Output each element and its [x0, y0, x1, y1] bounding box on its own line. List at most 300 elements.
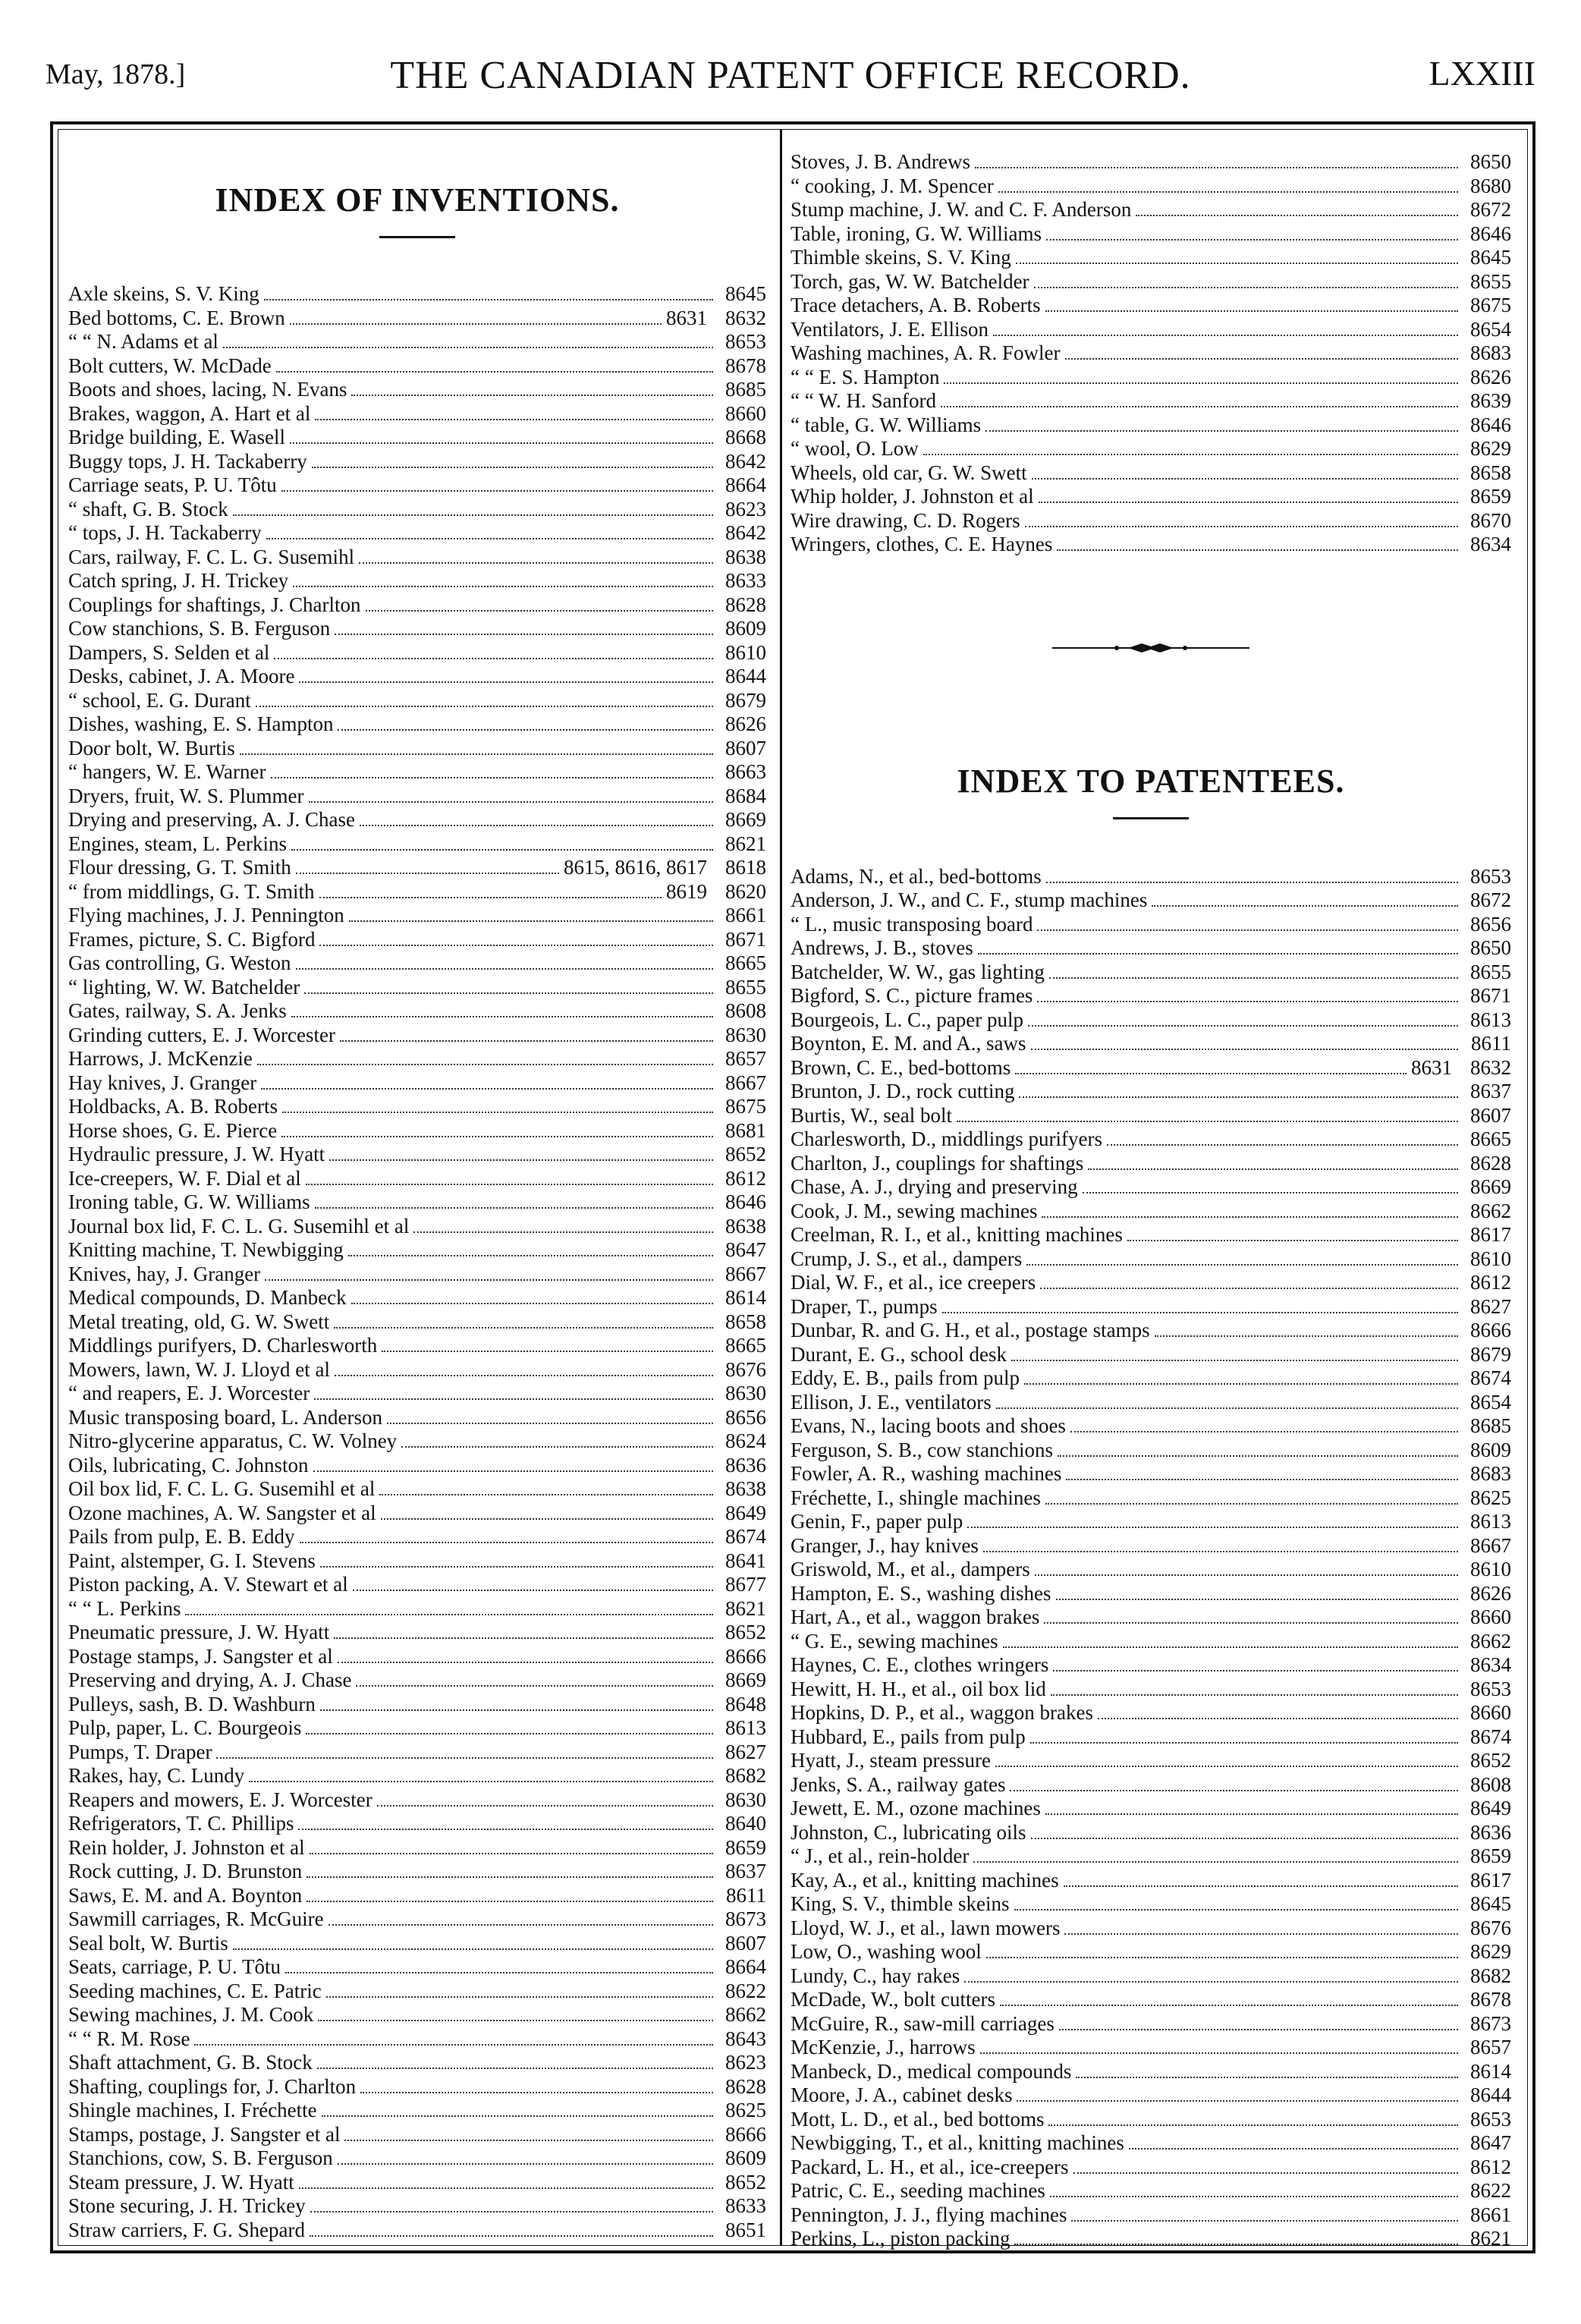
patent-number: 8622 — [725, 1979, 766, 2002]
dot-leader — [1028, 1025, 1458, 1027]
index-entry-text: Bolt cutters, W. McDade — [68, 354, 272, 377]
patent-number: 8662 — [725, 2003, 766, 2026]
patentee-index-row — [790, 1271, 1511, 1295]
index-entry-text: Bigford, S. C., picture frames — [790, 984, 1033, 1007]
index-entry-text: “ tops, J. H. Tackaberry — [68, 521, 262, 544]
dot-leader — [233, 1948, 713, 1950]
invention-index-row — [68, 1764, 766, 1788]
invention-index-row — [68, 1047, 766, 1071]
dot-leader — [291, 1016, 713, 1017]
index-entry-text: McDade, W., bolt cutters — [790, 1988, 995, 2011]
index-entry-text: Rein holder, J. Johnston et al — [68, 1835, 305, 1859]
patent-number: 8654 — [1470, 317, 1511, 341]
index-entry-text: Whip holder, J. Johnston et al — [790, 485, 1034, 508]
patent-number: 8640 — [725, 1812, 766, 1835]
dot-leader — [1031, 1049, 1459, 1050]
patent-number: 8642 — [725, 521, 766, 544]
patent-number: 8655 — [1470, 960, 1511, 983]
patent-number: 8666 — [725, 1644, 766, 1668]
dot-leader — [978, 953, 1458, 954]
index-entry-text: Desks, cabinet, J. A. Moore — [68, 665, 295, 687]
index-entry-text: Boots and shoes, lacing, N. Evans — [68, 378, 347, 401]
patent-number: 8647 — [725, 1238, 766, 1261]
dot-leader — [296, 968, 713, 970]
dot-leader — [233, 514, 713, 516]
index-entry-text: Harrows, J. McKenzie — [68, 1047, 253, 1070]
dot-leader — [240, 753, 713, 755]
inventions-list — [68, 282, 766, 2242]
dot-leader — [1032, 478, 1458, 480]
patentee-index-row — [790, 2156, 1511, 2180]
dot-leader — [304, 992, 713, 994]
dot-leader — [1088, 1168, 1458, 1170]
invention-index-row — [68, 1932, 766, 1956]
patent-number: 8652 — [1470, 1749, 1511, 1772]
dot-leader — [296, 873, 559, 874]
patent-number: 8655 — [725, 975, 766, 998]
dot-leader — [274, 658, 713, 659]
dot-leader — [1058, 1455, 1458, 1457]
invention-index-row — [68, 1812, 766, 1836]
invention-index-row — [68, 1382, 766, 1406]
patent-number: 8680 — [1470, 174, 1511, 197]
index-entry-text: Hay knives, J. Granger — [68, 1071, 257, 1094]
dot-leader — [1152, 905, 1458, 907]
dot-leader — [356, 1685, 713, 1687]
index-entry-text: Dunbar, R. and G. H., et al., postage stamps — [790, 1319, 1150, 1341]
patent-number: 8608 — [725, 999, 766, 1022]
publication-title: THE CANADIAN PATENT OFFICE RECORD. — [390, 54, 1191, 97]
patent-number: 8618 — [725, 856, 766, 879]
index-entry-text: Straw carriers, F. G. Shepard — [68, 2218, 306, 2241]
index-entry-text: Oils, lubricating, C. Johnston — [68, 1453, 309, 1476]
patent-number: 8676 — [725, 1357, 766, 1381]
invention-index-row — [68, 904, 766, 928]
dot-leader — [264, 299, 713, 300]
dot-leader — [281, 1136, 713, 1137]
patent-number: 8629 — [1470, 437, 1511, 460]
patent-number: 8623 — [725, 2051, 766, 2074]
index-entry-text: Jewett, E. M., ozone machines — [790, 1797, 1041, 1819]
invention-index-row — [68, 1190, 766, 1215]
patent-number: 8678 — [725, 354, 766, 377]
patent-number: 8613 — [1470, 1008, 1511, 1031]
patentees-heading: INDEX TO PATENTEES. — [957, 762, 1345, 800]
additional-patent-numbers: 8615, 8616, 8617 — [564, 856, 707, 879]
patent-number: 8645 — [1470, 1892, 1511, 1915]
dot-leader — [340, 1040, 713, 1042]
patent-number: 8610 — [725, 640, 766, 664]
index-entry-text: Hart, A., et al., waggon brakes — [790, 1605, 1040, 1628]
dot-leader — [1066, 1479, 1458, 1480]
dot-leader — [335, 1375, 713, 1376]
dot-leader — [313, 1470, 714, 1472]
index-entry-text: McKenzie, J., harrows — [790, 2036, 976, 2058]
invention-index-row — [68, 1525, 766, 1549]
index-entry-text: Grinding cutters, E. J. Worcester — [68, 1023, 335, 1046]
index-entry-text: Bridge building, E. Wasell — [68, 426, 286, 448]
right-column — [790, 150, 1511, 2251]
index-entry-text: “ G. E., sewing machines — [790, 1629, 998, 1653]
patent-number: 8660 — [1470, 1605, 1511, 1628]
invention-index-row — [68, 1095, 766, 1119]
index-entry-text: Pennington, J. J., flying machines — [790, 2203, 1067, 2226]
patentee-index-row — [790, 936, 1511, 961]
patentee-index-row — [790, 1462, 1511, 1486]
invention-index-row — [68, 1621, 766, 1645]
dot-leader — [387, 1423, 713, 1424]
patent-number: 8653 — [1470, 1677, 1511, 1700]
dot-leader — [366, 610, 714, 612]
dot-leader — [310, 2235, 713, 2237]
patent-number: 8650 — [1470, 150, 1511, 173]
index-entry-text: “ L., music transposing board — [790, 912, 1033, 936]
patent-number: 8673 — [1470, 2011, 1511, 2035]
invention-index-row — [68, 378, 766, 402]
dot-leader — [266, 538, 713, 539]
invention-index-row — [68, 2099, 766, 2123]
invention-index-row — [68, 1502, 766, 1526]
dot-leader — [314, 1398, 713, 1400]
index-entry-text: Refrigerators, T. C. Phillips — [68, 1812, 294, 1835]
dot-leader — [1129, 2148, 1458, 2149]
index-entry-text: Eddy, E. B., pails from pulp — [790, 1366, 1020, 1389]
invention-index-row — [68, 1788, 766, 1813]
invention-index-row — [68, 1980, 766, 2004]
patent-number: 8673 — [725, 1907, 766, 1930]
dot-leader — [985, 430, 1458, 432]
index-entry-text: Gates, railway, S. A. Jenks — [68, 999, 287, 1022]
dot-leader — [1025, 526, 1458, 527]
index-entry-text: Preserving and drying, A. J. Chase — [68, 1668, 352, 1691]
index-entry-text: Knitting machine, T. Newbigging — [68, 1238, 344, 1261]
index-entry-text: Wheels, old car, G. W. Swett — [790, 461, 1027, 484]
index-entry-text: Rock cutting, J. D. Brunston — [68, 1860, 303, 1882]
index-entry-text: Mott, L. D., et al., bed bottoms — [790, 2107, 1045, 2131]
dot-leader — [322, 2115, 713, 2117]
patent-number: 8617 — [1470, 1223, 1511, 1246]
dot-leader — [319, 897, 662, 898]
dot-leader — [1031, 1838, 1459, 1839]
patent-number: 8634 — [1470, 1653, 1511, 1676]
patentee-index-row — [790, 1844, 1511, 1869]
patentee-index-row — [790, 2012, 1511, 2036]
index-entry-text: “ table, G. W. Williams — [790, 413, 982, 436]
patentee-index-row — [790, 1653, 1511, 1678]
index-entry-text: Flying machines, J. J. Pennington — [68, 904, 344, 926]
patent-number: 8609 — [725, 2146, 766, 2169]
invention-index-row — [68, 402, 766, 426]
dot-leader — [360, 2092, 713, 2093]
index-entry-text: Flour dressing, G. T. Smith — [68, 856, 291, 879]
invention-index-row — [68, 1573, 766, 1597]
invention-index-row — [790, 341, 1511, 366]
patentee-index-row — [790, 1032, 1511, 1056]
dot-leader — [300, 1542, 714, 1543]
patent-number: 8659 — [1470, 485, 1511, 508]
index-entry-text: Seal bolt, W. Burtis — [68, 1931, 228, 1954]
dot-leader — [377, 1805, 713, 1807]
patent-number: 8646 — [725, 1190, 766, 1213]
patent-number: 8675 — [725, 1095, 766, 1118]
patentee-index-row — [790, 1582, 1511, 1606]
index-entry-text: Hewitt, H. H., et al., oil box lid — [790, 1677, 1046, 1700]
dot-leader — [257, 1064, 713, 1065]
dot-leader — [1035, 1574, 1458, 1576]
invention-index-row — [68, 1477, 766, 1502]
inventions-column — [68, 150, 766, 2242]
dot-leader — [306, 1184, 713, 1185]
index-entry-text: Table, ironing, G. W. Williams — [790, 222, 1042, 245]
index-entry-text: Wire drawing, C. D. Rogers — [790, 508, 1020, 532]
dot-leader — [967, 1527, 1458, 1528]
index-entry-text: Stanchions, cow, S. B. Ferguson — [68, 2146, 333, 2169]
invention-index-row — [790, 294, 1511, 318]
patentee-index-row — [790, 2036, 1511, 2060]
patent-number: 8636 — [1470, 1820, 1511, 1844]
index-entry-text: Bourgeois, L. C., paper pulp — [790, 1008, 1023, 1031]
dot-leader — [923, 454, 1458, 455]
dot-leader — [1039, 502, 1458, 503]
index-entry-text: Creelman, R. I., et al., knitting machines — [790, 1223, 1123, 1246]
index-entry-text: Stoves, J. B. Andrews — [790, 150, 971, 173]
dot-leader — [348, 1255, 713, 1256]
index-entry-text: Metal treating, old, G. W. Swett — [68, 1310, 330, 1333]
index-entry-text: Brunton, J. D., rock cutting — [790, 1080, 1015, 1102]
index-entry-text: Lloyd, W. J., et al., lawn mowers — [790, 1916, 1061, 1939]
index-entry-text: Thimble skeins, S. V. King — [790, 246, 1011, 269]
index-entry-text: Manbeck, D., medical compounds — [790, 2059, 1072, 2083]
invention-index-row — [68, 1454, 766, 1478]
invention-index-row — [790, 389, 1511, 414]
patent-number: 8610 — [1470, 1247, 1511, 1270]
patent-number: 8648 — [725, 1692, 766, 1715]
patent-number: 8639 — [1470, 389, 1511, 412]
patent-number: 8607 — [725, 736, 766, 759]
index-entry-text: Fowler, A. R., washing machines — [790, 1462, 1062, 1485]
index-entry-text: Engines, steam, L. Perkins — [68, 832, 287, 855]
invention-index-row — [790, 246, 1511, 270]
dot-leader — [1014, 2244, 1458, 2245]
invention-index-row — [68, 1071, 766, 1096]
dot-leader — [261, 1088, 713, 1090]
index-entry-text: Evans, N., lacing boots and shoes — [790, 1414, 1066, 1437]
patent-number: 8623 — [725, 497, 766, 520]
additional-patent-numbers: 8631 — [1411, 1055, 1452, 1079]
dot-leader — [381, 1518, 713, 1520]
dot-leader — [335, 634, 713, 635]
invention-index-row — [68, 1955, 766, 1980]
index-entry-text: Wringers, clothes, C. E. Haynes — [790, 533, 1053, 555]
running-head — [46, 53, 1535, 99]
patentee-index-row — [790, 2083, 1511, 2108]
section-ornament — [1052, 640, 1249, 656]
patent-number: 8650 — [1470, 936, 1511, 959]
dot-leader — [944, 382, 1458, 384]
dot-leader — [310, 1853, 713, 1854]
dot-leader — [413, 1231, 713, 1233]
index-entry-text: Haynes, C. E., clothes wringers — [790, 1653, 1049, 1676]
index-entry-text: Seeding machines, C. E. Patric — [68, 1979, 322, 2002]
patent-number: 8609 — [1470, 1438, 1511, 1461]
patent-number: 8666 — [1470, 1319, 1511, 1341]
patent-number: 8630 — [725, 1023, 766, 1046]
patent-number: 8645 — [725, 282, 766, 305]
patentee-index-row — [790, 1605, 1511, 1630]
patentee-index-row — [790, 1940, 1511, 1964]
dot-leader — [1044, 1622, 1458, 1624]
invention-index-row — [790, 198, 1511, 222]
patent-number: 8662 — [1470, 1629, 1511, 1653]
patent-number: 8665 — [725, 1334, 766, 1357]
dot-leader — [1083, 1192, 1458, 1193]
patent-number: 8651 — [725, 2218, 766, 2241]
index-entry-text: Brown, C. E., bed-bottoms — [790, 1055, 1011, 1079]
patent-number: 8659 — [725, 1835, 766, 1859]
patent-number: 8674 — [1470, 1725, 1511, 1748]
invention-index-row — [790, 222, 1511, 247]
issue-date: May, 1878.] — [46, 58, 186, 90]
invention-index-row — [68, 282, 766, 307]
index-entry-text: “ cooking, J. M. Spencer — [790, 174, 994, 197]
patent-number: 8672 — [1470, 198, 1511, 221]
dot-leader — [1034, 287, 1458, 288]
patent-number: 8668 — [725, 426, 766, 448]
dot-leader — [1050, 2196, 1458, 2197]
patent-number: 8613 — [725, 1716, 766, 1739]
invention-index-row — [790, 437, 1511, 461]
dot-leader — [1053, 1670, 1458, 1671]
invention-index-row — [68, 307, 766, 331]
patent-number: 8669 — [725, 1668, 766, 1691]
dot-leader — [282, 1112, 713, 1113]
dot-leader — [317, 2068, 713, 2069]
patent-number: 8670 — [1470, 508, 1511, 532]
patent-number: 8611 — [1471, 1032, 1511, 1055]
patent-number: 8667 — [1470, 1533, 1511, 1557]
patent-number: 8643 — [725, 2027, 766, 2050]
invention-index-row — [68, 450, 766, 474]
patentee-index-row — [790, 1200, 1511, 1224]
patentees-list — [790, 865, 1511, 2251]
index-entry-text: Jenks, S. A., railway gates — [790, 1772, 1006, 1796]
invention-index-row — [68, 856, 766, 880]
dot-leader — [338, 729, 713, 731]
dot-leader — [996, 1407, 1458, 1409]
invention-index-row — [68, 498, 766, 522]
dot-leader — [271, 777, 714, 778]
dot-leader — [1048, 2124, 1458, 2126]
patent-number: 8617 — [1470, 1868, 1511, 1892]
dot-leader — [194, 2044, 713, 2046]
dot-leader — [1046, 882, 1458, 883]
patent-number: 8647 — [1470, 2131, 1511, 2154]
dot-leader — [975, 167, 1458, 168]
invention-index-row — [68, 546, 766, 570]
patent-number: 8672 — [1470, 888, 1511, 911]
index-entry-text: Frames, picture, S. C. Bigford — [68, 927, 316, 951]
index-entry-text: Horse shoes, G. E. Pierce — [68, 1118, 278, 1142]
dot-leader — [1003, 1646, 1458, 1648]
index-entry-text: Pulp, paper, L. C. Bourgeois — [68, 1716, 302, 1739]
index-entry-text: Hubbard, E., pails from pulp — [790, 1725, 1026, 1748]
patent-number: 8642 — [725, 449, 766, 473]
invention-index-row — [68, 569, 766, 593]
dot-leader — [320, 1709, 713, 1711]
patent-number: 8652 — [725, 1143, 766, 1165]
index-entry-text: Couplings for shaftings, J. Charlton — [68, 593, 361, 616]
patent-number: 8633 — [725, 2194, 766, 2217]
dot-leader — [290, 442, 713, 444]
patent-number: 8656 — [1470, 912, 1511, 936]
dot-leader — [1076, 2077, 1458, 2078]
dot-leader — [329, 1159, 713, 1161]
invention-index-row — [68, 1143, 766, 1167]
patent-number: 8638 — [725, 545, 766, 568]
patentee-index-row — [790, 2131, 1511, 2156]
column-divider — [780, 129, 782, 2246]
index-entry-text: “ “ N. Adams et al — [68, 330, 218, 353]
index-entry-text: Dishes, washing, E. S. Hampton — [68, 712, 334, 735]
index-entry-text: “ “ W. H. Sanford — [790, 389, 936, 412]
patent-number: 8614 — [1470, 2059, 1511, 2083]
patentee-index-row — [790, 2108, 1511, 2132]
patent-number: 8624 — [725, 1429, 766, 1452]
invention-index-row — [68, 1334, 766, 1358]
invention-index-row — [68, 1907, 766, 1932]
patent-number: 8664 — [725, 473, 766, 496]
dot-leader — [344, 2140, 713, 2141]
index-entry-text: Knives, hay, J. Granger — [68, 1262, 261, 1285]
patentee-index-row — [790, 1917, 1511, 1941]
index-entry-text: Oil box lid, F. C. L. G. Susemihl et al — [68, 1477, 376, 1500]
dot-leader — [1014, 1909, 1458, 1910]
invention-index-row — [790, 414, 1511, 438]
patentee-index-row — [790, 1869, 1511, 1893]
invention-index-row — [68, 999, 766, 1024]
patentee-index-row — [790, 1343, 1511, 1367]
index-entry-text: Low, O., washing wool — [790, 1940, 982, 1963]
invention-index-row — [68, 1716, 766, 1741]
index-entry-text: Durant, E. G., school desk — [790, 1342, 1007, 1366]
index-entry-text: Dryers, fruit, W. S. Plummer — [68, 784, 304, 807]
dot-leader — [256, 706, 713, 707]
index-entry-text: Lundy, C., hay rakes — [790, 1964, 960, 1987]
inventions-heading: INDEX OF INVENTIONS. — [215, 181, 620, 219]
patent-number: 8682 — [725, 1764, 766, 1787]
additional-patent-numbers: 8631 — [666, 306, 707, 329]
dot-leader — [290, 323, 662, 325]
patent-number: 8669 — [725, 808, 766, 831]
index-entry-text: Boynton, E. M. and A., saws — [790, 1032, 1026, 1055]
invention-index-row — [790, 366, 1511, 390]
dot-leader — [351, 395, 713, 396]
patentee-index-row — [790, 984, 1511, 1008]
dot-leader — [957, 1121, 1458, 1122]
patent-number: 8621 — [725, 832, 766, 855]
index-entry-text: Charlton, J., couplings for shaftings — [790, 1151, 1084, 1175]
dot-leader — [1155, 1335, 1458, 1337]
patent-number: 8663 — [725, 760, 766, 783]
patent-number: 8613 — [1470, 1510, 1511, 1533]
patentee-index-row — [790, 865, 1511, 889]
dot-leader — [328, 1924, 713, 1926]
dot-leader — [983, 1551, 1458, 1552]
dot-leader — [185, 1614, 713, 1615]
patent-number: 8684 — [725, 784, 766, 807]
invention-index-row — [68, 2219, 766, 2243]
invention-index-row — [790, 533, 1511, 557]
